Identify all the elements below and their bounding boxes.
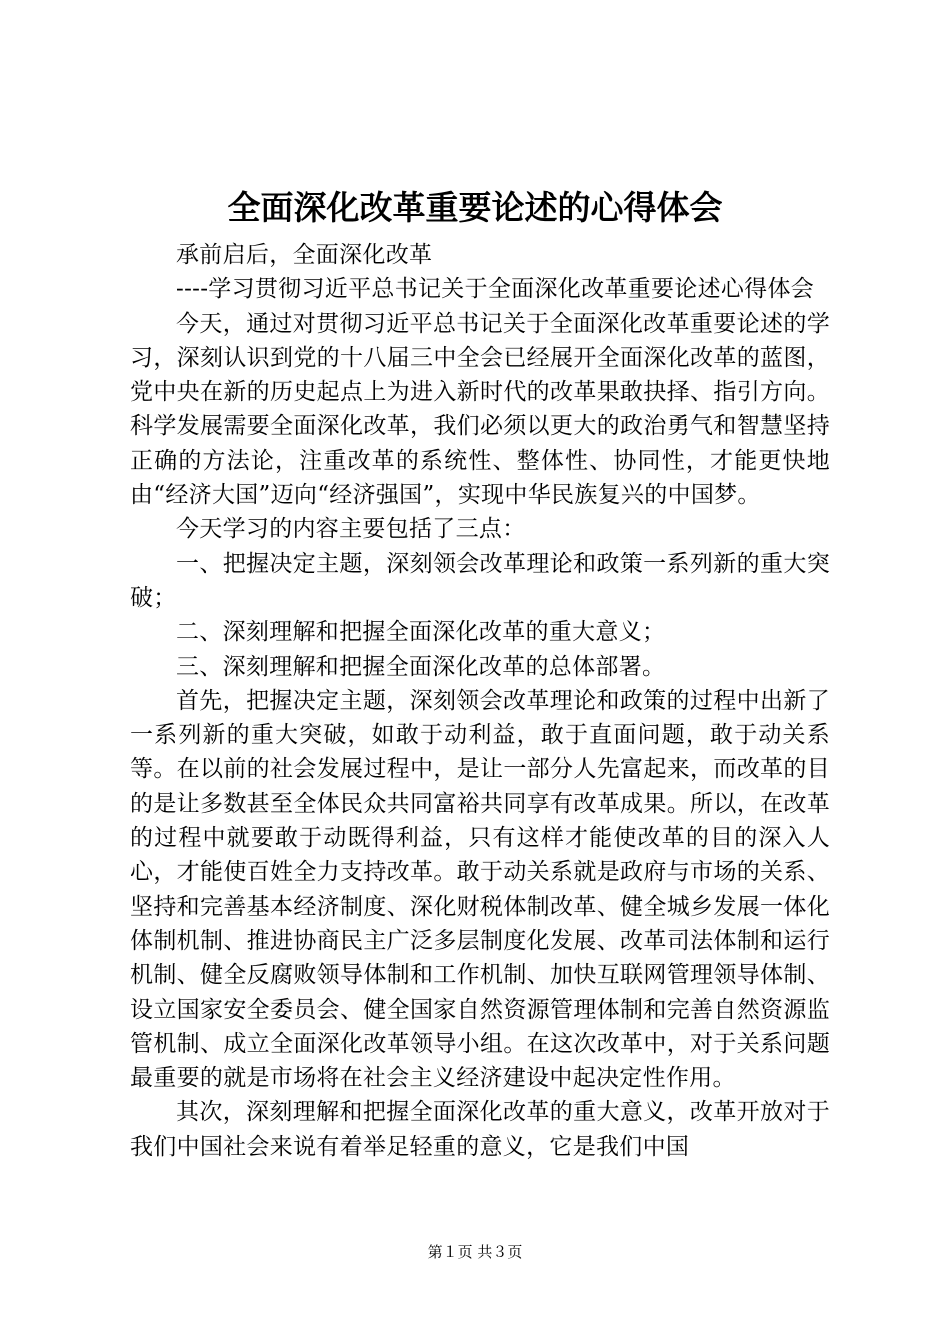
body-paragraph: 首先，把握决定主题，深刻领会改革理论和政策的过程中出新了一系列新的重大突破，如敢于动利益，敢于直面问题，敢于动关系等。在以前的社会发展过程中，是让一部分人先富起来，而改革的目的是让多数甚至全体民众共同富裕共同享有改革成果。所以，在改革的过程中就要敢于动既得利益，只有这样才能使改革的目的深入人心，才能使百姓全力支持改革。敢于动关系就是政府与市场的关系、坚持和完善基本经济制度、深化财税体制改革、健全城乡发展一体化体制机制、推进协商民主广泛多层制度化发展、改革司法体制和运行机制、健全反腐败领导体制和工作机制、加快互联网管理领导体制、设立国家安全委员会、健全国家自然资源管理体制和完善自然资源监管机制、成立全面深化改革领导小组。在这次改革中，对于关系问题最重要的就是市场将在社会主义经济建设中起决定性作用。 [130, 687, 830, 1092]
body-paragraph: 今天学习的内容主要包括了三点： [176, 516, 526, 543]
list-item: 二、深刻理解和把握全面深化改革的重大意义； [176, 619, 666, 646]
page-footer: 第１页 共３页 [427, 1243, 523, 1261]
subtitle-dash-line: ----学习贯彻习近平总书记关于全面深化改革重要论述心得体会 [176, 276, 815, 303]
document-title: 全面深化改革重要论述的心得体会 [227, 188, 723, 227]
list-item: 一、把握决定主题，深刻领会改革理论和政策一系列新的重大突破； [130, 550, 830, 611]
body-paragraph: 今天，通过对贯彻习近平总书记关于全面深化改革重要论述的学习，深刻认识到党的十八届三中全会已经展开全面深化改革的蓝图，党中央在新的历史起点上为进入新时代的改革果敢抉择、指引方向。科学发展需要全面深化改革，我们必须以更大的政治勇气和智慧坚持正确的方法论，注重改革的系统性、整体性、协同性，才能更快地由“经济大国”迈向“经济强国”，实现中华民族复兴的中国梦。 [130, 310, 830, 509]
document-body [130, 238, 830, 1164]
body-paragraph: 其次，深刻理解和把握全面深化改革的重大意义，改革开放对于我们中国社会来说有着举足轻重的意义，它是我们中国 [130, 1099, 830, 1160]
subtitle-line: 承前启后，全面深化改革 [176, 242, 433, 268]
list-item: 三、深刻理解和把握全面深化改革的总体部署。 [176, 653, 666, 680]
